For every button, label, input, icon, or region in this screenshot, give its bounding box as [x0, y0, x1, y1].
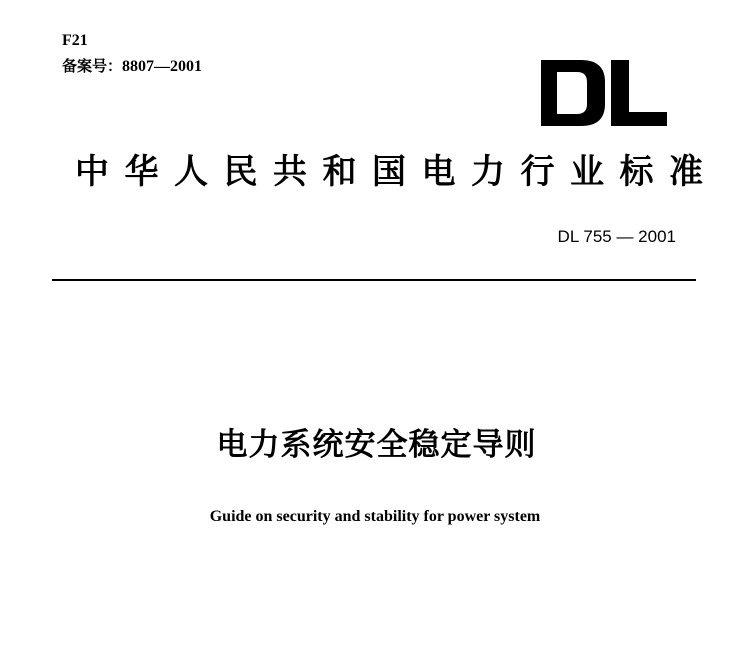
document-title-text: 电力系统安全稳定导则	[216, 427, 537, 463]
standard-code: DL 755 — 2001	[557, 227, 676, 246]
dl-logo-letter-d	[541, 60, 605, 126]
classification-code: F21	[62, 32, 88, 49]
filing-value: 8807—2001	[122, 58, 203, 75]
document-title	[0, 425, 750, 465]
dl-logo-letter-l	[611, 60, 667, 126]
filing-number	[62, 56, 202, 77]
dl-logo	[541, 60, 667, 126]
header-divider	[52, 279, 696, 281]
document-subtitle: Guide on security and stability for power system	[209, 508, 541, 525]
standard-title: 中华人民共和国电力行业标准	[75, 152, 719, 192]
filing-label: 备案号：	[62, 57, 123, 75]
